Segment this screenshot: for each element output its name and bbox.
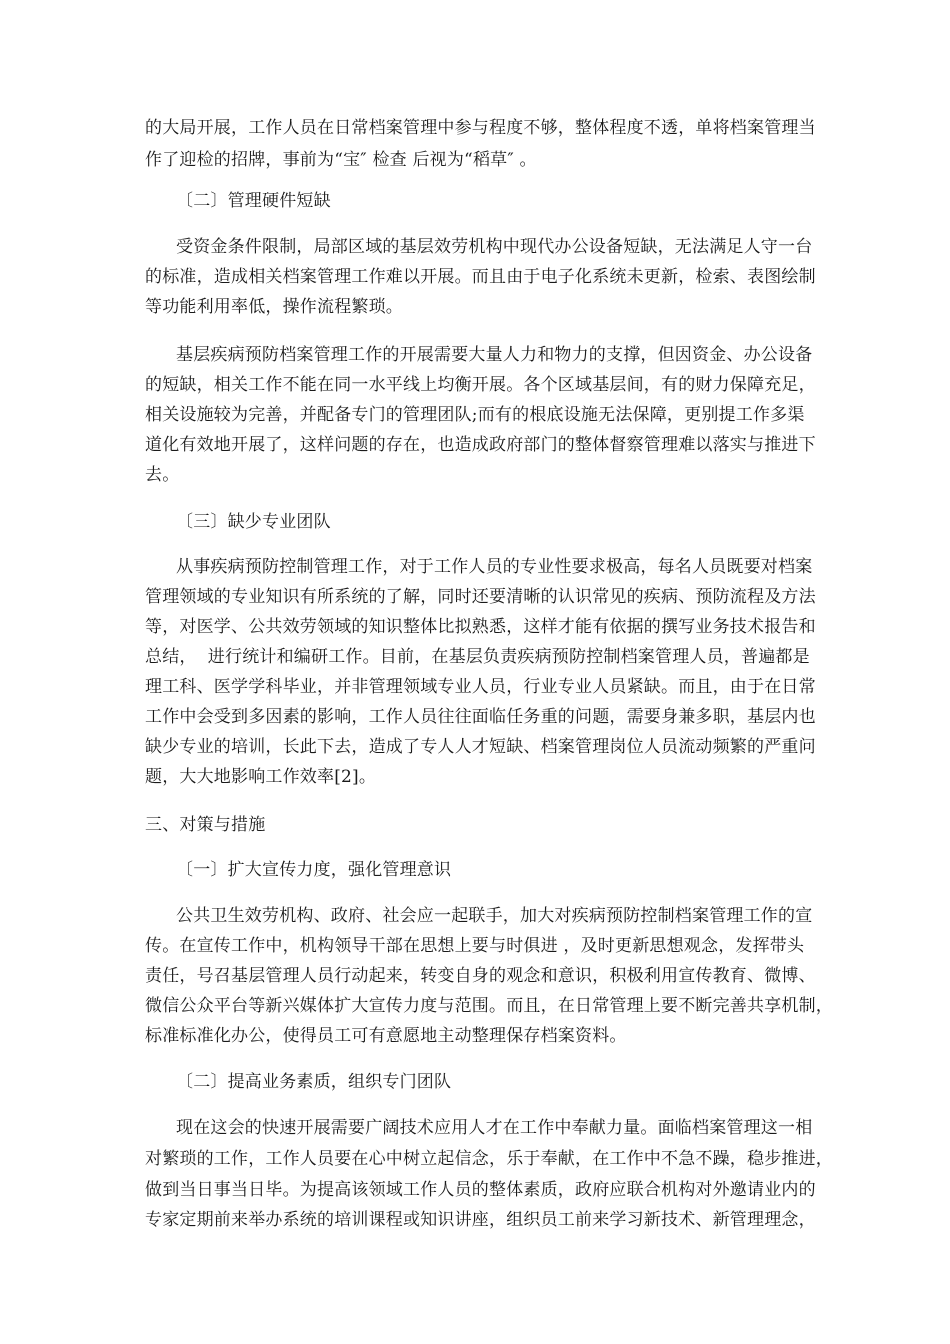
paragraph-line: 总结， 进行统计和编研工作。目前，在基层负责疾病预防控制档案管理人员，普遍都是 <box>145 647 810 667</box>
paragraph-line: 理工科、医学学科毕业，并非管理领域专业人员，行业专业人员紧缺。而且，由于在日常 <box>145 677 816 697</box>
paragraph-line: 传。在宣传工作中，机构领导干部在思想上要与时俱进 ，及时更新思想观念，发挥带头 <box>145 936 805 956</box>
paragraph-line: 基层疾病预防档案管理工作的开展需要大量人力和物力的支撑，但因资金、办公设备 <box>176 345 813 365</box>
paragraph-line: 做到当日事当日毕。为提高该领域工作人员的整体素质，政府应联合机构对外邀请业内的 <box>145 1180 816 1200</box>
paragraph-line: 缺少专业的培训，长此下去，造成了专人人才短缺、档案管理岗位人员流动频繁的严重问 <box>145 737 816 757</box>
section-heading: 〔二〕管理硬件短缺 <box>176 191 331 211</box>
paragraph-line: 公共卫生效劳机构、政府、社会应一起联手，加大对疾病预防控制档案管理工作的宣 <box>176 906 813 926</box>
paragraph-line: 道化有效地开展了，这样问题的存在，也造成政府部门的整体督察管理难以落实与推进下 <box>145 435 816 455</box>
section-heading: 〔二〕提高业务素质，组织专门团队 <box>176 1072 452 1092</box>
section-heading: 〔一〕扩大宣传力度，强化管理意识 <box>176 860 452 880</box>
section-heading: 〔三〕缺少专业团队 <box>176 512 331 532</box>
paragraph-line: 等功能利用率低，操作流程繁琐。 <box>145 297 403 317</box>
paragraph-line: 从事疾病预防控制管理工作，对于工作人员的专业性要求极高，每名人员既要对档案 <box>176 557 813 577</box>
paragraph-line: 管理领域的专业知识有所系统的了解，同时还要清晰的认识常见的疾病、预防流程及方法 <box>145 587 816 607</box>
paragraph-line: 等，对医学、公共效劳领域的知识整体比拟熟悉，这样才能有依据的撰写业务技术报告和 <box>145 617 816 637</box>
chapter-heading: 三、对策与措施 <box>145 815 266 835</box>
paragraph-line: 相关设施较为完善，并配备专门的管理团队;而有的根底设施无法保障，更别提工作多渠 <box>145 405 805 425</box>
paragraph-line: 专家定期前来举办系统的培训课程或知识讲座，组织员工前来学习新技术、新管理理念， <box>145 1210 816 1230</box>
paragraph-line: 的标准，造成相关档案管理工作难以开展。而且由于电子化系统未更新，检索、表图绘制 <box>145 267 816 287</box>
paragraph-line: 标准标准化办公，使得员工可有意愿地主动整理保存档案资料。 <box>145 1026 627 1046</box>
paragraph-line: 题，大大地影响工作效率[2]。 <box>145 767 377 787</box>
paragraph-line: 的短缺，相关工作不能在同一水平线上均衡开展。各个区域基层间，有的财力保障充足， <box>145 375 816 395</box>
paragraph-line: 受资金条件限制，局部区域的基层效劳机构中现代办公设备短缺，无法满足人守一台 <box>176 237 813 257</box>
paragraph-line: 微信公众平台等新兴媒体扩大宣传力度与范围。而且，在日常管理上要不断完善共享机制， <box>145 996 833 1016</box>
paragraph-line: 对繁琐的工作，工作人员要在心中树立起信念，乐于奉献，在工作中不急不躁，稳步推进， <box>145 1149 833 1169</box>
paragraph-line: 现在这会的快速开展需要广阔技术应用人才在工作中奉献力量。面临档案管理这一相 <box>176 1118 813 1138</box>
paragraph-line: 工作中会受到多因素的影响，工作人员往往面临任务重的问题，需要身兼多职，基层内也 <box>145 707 816 727</box>
paragraph-line: 的大局开展，工作人员在日常档案管理中参与程度不够，整体程度不透，单将档案管理当 <box>145 118 816 138</box>
paragraph-line: 责任，号召基层管理人员行动起来，转变自身的观念和意识，积极利用宣传教育、微博、 <box>145 966 816 986</box>
paragraph-line: 作了迎检的招牌，事前为“宝″ 检查 后视为“稻草″ 。 <box>145 150 537 170</box>
paragraph-line: 去。 <box>145 465 180 485</box>
